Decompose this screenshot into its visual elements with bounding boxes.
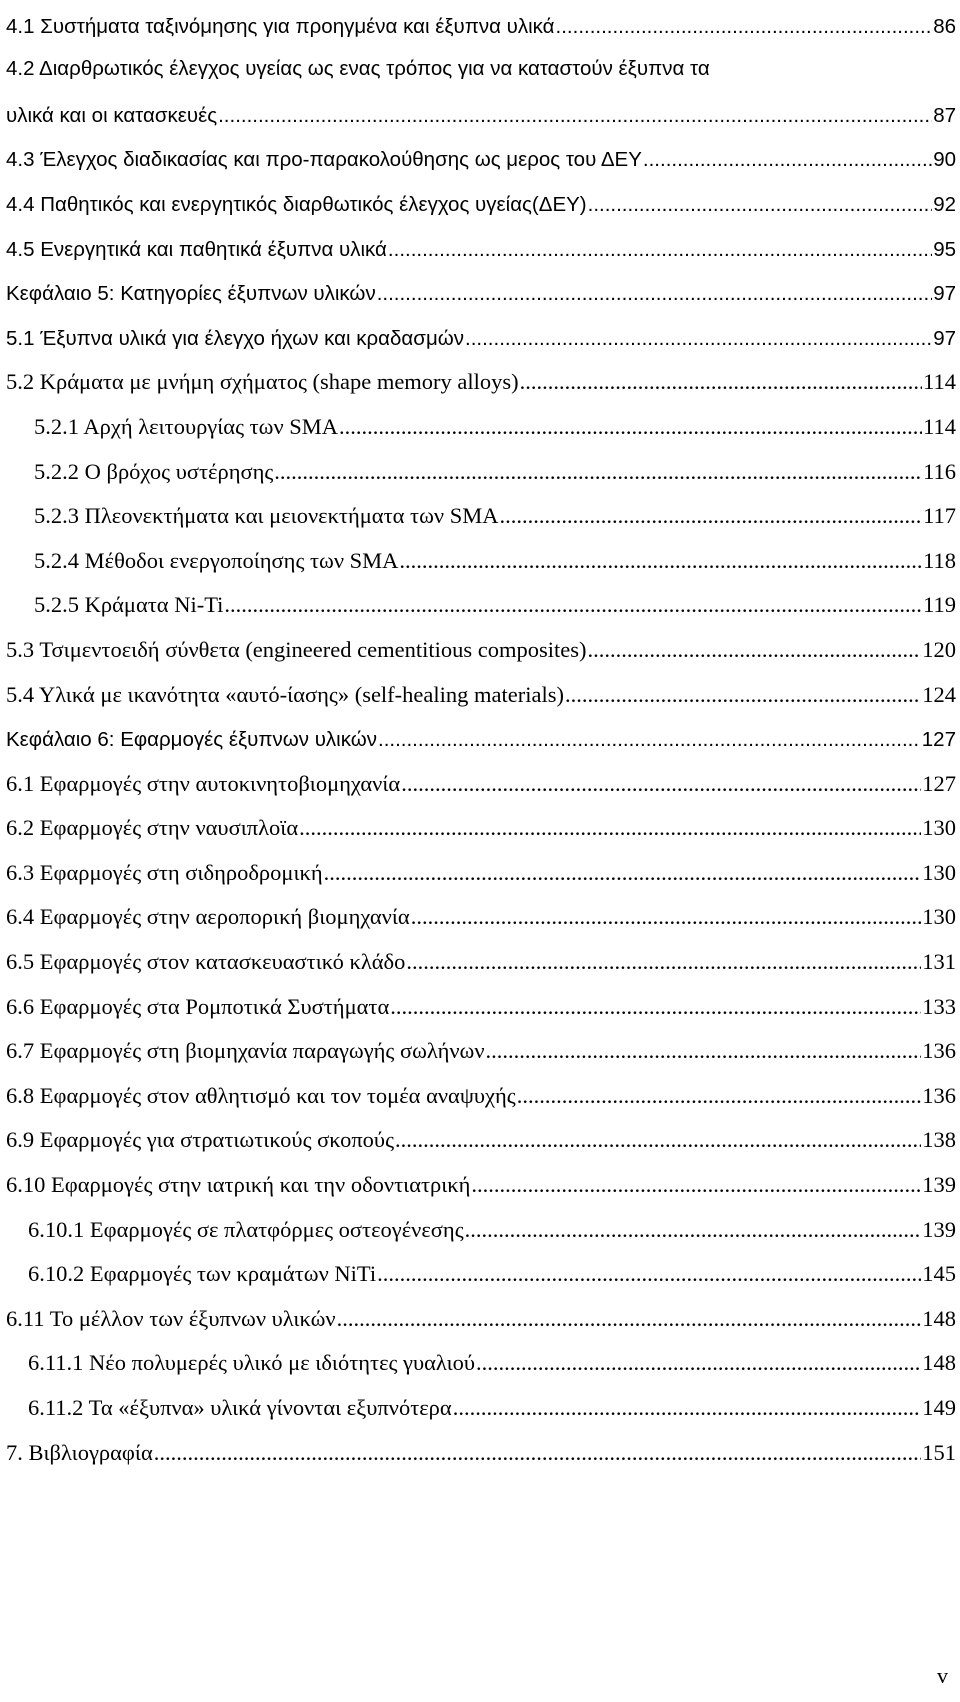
toc-entry-title: Κεφάλαιο 6: Εφαρμογές έξυπνων υλικών	[6, 728, 377, 752]
toc-entry-page: 130	[922, 815, 956, 841]
dot-leader	[465, 1217, 922, 1243]
toc-entry[interactable]	[6, 1338, 956, 1383]
toc-entry-title: 5.2 Κράματα με μνήμη σχήματος (shape memory alloys)	[6, 369, 519, 395]
toc-entry-page: 90	[933, 148, 956, 172]
toc-entry-page: 130	[922, 859, 956, 885]
toc-entry-title: 4.1 Συστήματα ταξινόμησης για προηγμένα και έξυπνα υλικά	[6, 14, 555, 38]
dot-leader	[476, 1350, 921, 1376]
toc-entry[interactable]	[6, 0, 956, 45]
toc-entry[interactable]	[6, 758, 956, 803]
toc-entry-title: 6.11 Το μέλλον των έξυπνων υλικών	[6, 1305, 336, 1331]
dot-leader	[224, 592, 922, 618]
toc-entry-page: 149	[922, 1395, 956, 1420]
dot-leader	[499, 503, 922, 529]
toc-entry[interactable]	[6, 178, 956, 223]
toc-entry-title: 6.1 Εφαρμογές στην αυτοκινητοβιομηχανία	[6, 770, 401, 796]
dot-leader	[486, 1038, 922, 1064]
toc-entry-page: 148	[922, 1305, 956, 1331]
dot-leader	[399, 548, 922, 574]
toc-entry-title: 6.10.1 Εφαρμογές σε πλατφόρμες οστεογένεσης	[28, 1216, 464, 1242]
toc-entry-page: 114	[923, 369, 956, 395]
dot-leader	[299, 815, 921, 841]
table-of-contents	[6, 0, 956, 1472]
toc-entry-title: 4.3 Έλεγχος διαδικασίας και προ-παρακολούθησης ως μερος του ΔΕΥ	[6, 148, 642, 172]
toc-entry-title: 6.3 Εφαρμογές στη σιδηροδρομική	[6, 859, 323, 885]
toc-entry[interactable]	[6, 803, 956, 848]
toc-entry[interactable]	[6, 134, 956, 179]
toc-entry-title: 4.5 Ενεργητικά και παθητικά έξυπνα υλικά	[6, 237, 387, 261]
toc-entry[interactable]	[6, 714, 956, 759]
dot-leader	[377, 282, 932, 306]
toc-entry-page: 92	[933, 192, 956, 216]
toc-entry[interactable]	[6, 1070, 956, 1115]
toc-entry-page: 86	[933, 14, 956, 38]
toc-entry[interactable]	[6, 223, 956, 268]
toc-entry-page: 139	[922, 1172, 956, 1198]
toc-entry-page: 97	[933, 326, 956, 350]
toc-entry[interactable]	[6, 669, 956, 714]
dot-leader	[388, 238, 932, 262]
dot-leader	[411, 904, 922, 930]
toc-entry[interactable]	[6, 1026, 956, 1071]
toc-entry-page: 136	[922, 1082, 956, 1108]
dot-leader	[643, 148, 932, 172]
toc-entry-page: 87	[933, 103, 956, 127]
toc-entry-title: 6.10 Εφαρμογές στην ιατρική και την οδοντιατρική	[6, 1172, 471, 1198]
toc-entry-title: 6.9 Εφαρμογές για στρατιωτικούς σκοπούς	[6, 1127, 394, 1153]
dot-leader	[465, 327, 932, 351]
toc-entry-title: 5.1 Έξυπνα υλικά για έλεγχο ήχων και κραδασμών	[6, 326, 465, 350]
toc-entry-title-line1: 4.2 Διαρθρωτικός έλεγχος υγείας ως ενας τρόπος για να καταστούν έξυπνα τα	[6, 56, 710, 80]
dot-leader	[378, 728, 921, 752]
dot-leader	[154, 1440, 922, 1466]
dot-leader	[395, 1127, 921, 1153]
toc-entry-title: 5.2.3 Πλεονεκτήματα και μειονεκτήματα των SMA	[34, 503, 499, 529]
toc-entry-page: 120	[922, 636, 956, 662]
dot-leader	[587, 637, 921, 663]
toc-entry[interactable]	[6, 1293, 956, 1338]
toc-entry[interactable]	[6, 1115, 956, 1160]
toc-entry[interactable]	[6, 357, 956, 402]
toc-entry-title: υλικά και οι κατασκευές	[6, 103, 218, 127]
toc-entry-title: 6.5 Εφαρμογές στον κατασκευαστικό κλάδο	[6, 949, 406, 975]
dot-leader	[337, 1306, 922, 1332]
dot-leader	[520, 369, 922, 395]
toc-entry-title: 6.4 Εφαρμογές στην αεροπορική βιομηχανία	[6, 904, 410, 930]
dot-leader	[565, 682, 921, 708]
toc-entry[interactable]	[6, 981, 956, 1026]
toc-entry-page: 130	[922, 904, 956, 930]
toc-entry-title: 5.2.2 Ο βρόχος υστέρησης	[34, 458, 274, 484]
toc-entry[interactable]	[6, 1427, 956, 1472]
toc-entry-page: 136	[922, 1038, 956, 1064]
toc-entry-page: 117	[923, 503, 956, 529]
dot-leader	[517, 1083, 922, 1109]
dot-leader	[588, 193, 933, 217]
toc-entry-title: 6.2 Εφαρμογές στην ναυσιπλοϊα	[6, 815, 299, 841]
toc-entry-title: 5.2.1 Αρχή λειτουργίας των SMA	[34, 413, 339, 439]
dot-leader	[274, 459, 922, 485]
toc-entry-page: 139	[922, 1216, 956, 1242]
toc-entry-page: 114	[923, 413, 956, 439]
toc-entry-page: 127	[921, 728, 956, 752]
toc-entry-title: 6.6 Εφαρμογές στα Ρομποτικά Συστήματα	[6, 993, 390, 1019]
page-number: v	[937, 1663, 948, 1688]
toc-entry[interactable]	[6, 1249, 956, 1294]
toc-entry-page: 133	[922, 993, 956, 1019]
toc-entry-page: 97	[933, 282, 956, 306]
toc-entry-page: 116	[923, 458, 956, 484]
toc-entry[interactable]	[6, 936, 956, 981]
toc-entry-title: 6.7 Εφαρμογές στη βιομηχανία παραγωγής σωλήνων	[6, 1038, 485, 1064]
dot-leader	[377, 1261, 921, 1287]
toc-entry[interactable]	[6, 45, 956, 134]
dot-leader	[324, 860, 922, 886]
toc-entry-title: 5.2.4 Μέθοδοι ενεργοποίησης των SMA	[34, 547, 399, 573]
toc-entry[interactable]	[6, 847, 956, 892]
toc-entry[interactable]	[6, 268, 956, 313]
toc-entry[interactable]	[6, 446, 956, 491]
dot-leader	[453, 1395, 922, 1421]
toc-entry[interactable]	[6, 312, 956, 357]
toc-entry-page: 145	[922, 1261, 956, 1287]
toc-entry[interactable]	[6, 491, 956, 536]
dot-leader	[471, 1172, 921, 1198]
toc-entry-page: 119	[923, 592, 956, 618]
toc-entry-title: 6.11.1 Νέο πολυμερές υλικό με ιδιότητες γυαλιού	[28, 1350, 476, 1376]
toc-entry-title: 6.11.2 Τα «έξυπνα» υλικά γίνονται εξυπνότερα	[28, 1395, 452, 1420]
toc-entry-page: 138	[922, 1127, 956, 1153]
toc-entry[interactable]	[6, 1159, 956, 1204]
toc-entry-page: 124	[922, 681, 956, 707]
dot-leader	[406, 949, 921, 975]
toc-entry[interactable]	[6, 624, 956, 669]
dot-leader	[339, 414, 922, 440]
toc-entry-page: 151	[922, 1439, 956, 1465]
dot-leader	[401, 771, 921, 797]
toc-entry[interactable]	[6, 580, 956, 625]
toc-entry-page: 118	[923, 547, 956, 573]
toc-entry-title: 4.4 Παθητικός και ενεργητικός διαρθωτικός έλεγχος υγείας(ΔΕΥ)	[6, 192, 587, 216]
toc-entry[interactable]	[6, 892, 956, 937]
dot-leader	[556, 15, 933, 39]
toc-entry-title: Κεφάλαιο 5: Κατηγορίες έξυπνων υλικών	[6, 282, 376, 306]
toc-entry[interactable]	[6, 1204, 956, 1249]
toc-entry-title: 7. Βιβλιογραφία	[6, 1439, 153, 1465]
toc-entry[interactable]	[6, 401, 956, 446]
toc-entry-title: 5.3 Τσιμεντοειδή σύνθετα (engineered cementitious composites)	[6, 636, 587, 662]
toc-entry-title: 6.10.2 Εφαρμογές των κραμάτων NiTi	[28, 1261, 377, 1287]
toc-entry-page: 148	[922, 1350, 956, 1376]
toc-entry[interactable]	[6, 1382, 956, 1427]
toc-entry-title: 5.4 Υλικά με ικανότητα «αυτό-ίασης» (self-healing materials)	[6, 681, 564, 707]
toc-entry-page: 127	[922, 770, 956, 796]
toc-entry-title: 6.8 Εφαρμογές στον αθλητισμό και τον τομέα αναψυχής	[6, 1082, 516, 1108]
toc-entry[interactable]	[6, 535, 956, 580]
toc-entry-title: 5.2.5 Κράματα Ni-Ti	[34, 592, 224, 618]
dot-leader	[390, 994, 921, 1020]
dot-leader	[218, 104, 932, 128]
toc-entry-page: 95	[933, 237, 956, 261]
toc-entry-page: 131	[922, 949, 956, 975]
